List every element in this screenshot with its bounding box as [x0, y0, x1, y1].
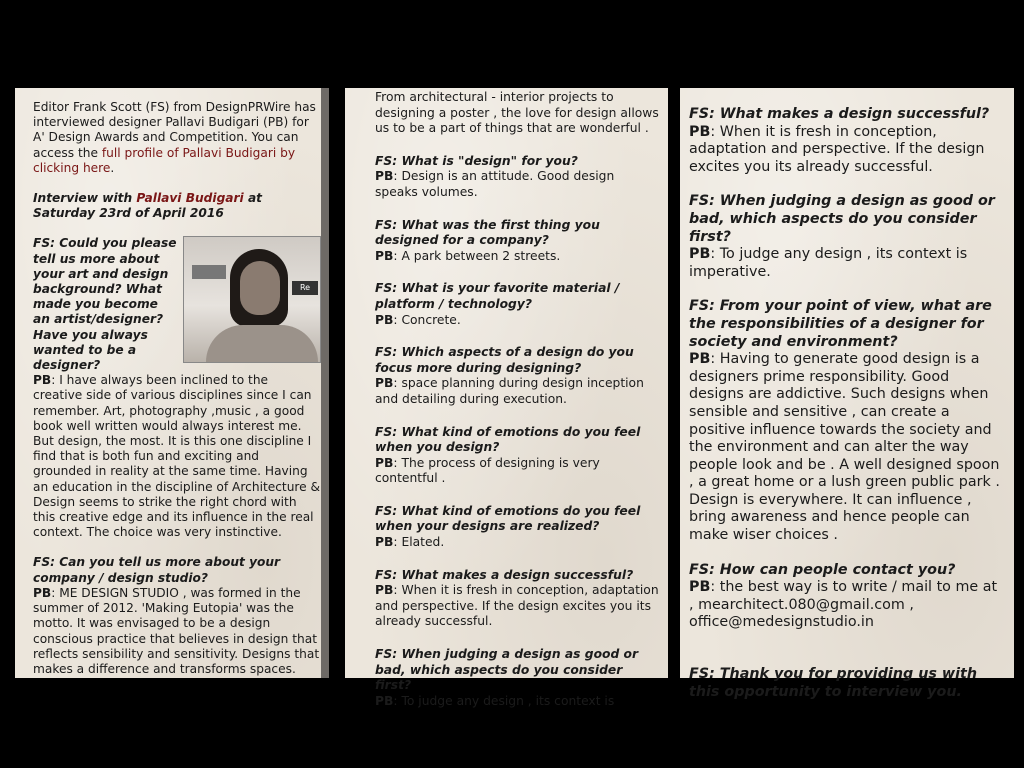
question: FS: From your point of view, what are the responsibilities of a designer for society and environment? [689, 298, 992, 350]
answer-label: PB [33, 585, 52, 600]
answer-label: PB [689, 246, 711, 263]
answer-label: PB [375, 248, 394, 263]
question: FS: What makes a design successful? [375, 567, 634, 582]
answer-label: PB [689, 351, 711, 368]
interview-prefix: Interview with [33, 191, 137, 206]
question: FS: When judging a design as good or bad, which aspects do you consider first? [689, 193, 995, 245]
intro-text: Editor Frank Scott (FS) from DesignPRWire has interviewed designer Pallavi Budigari (PB) for A' Design Awards and Competition. You can access the [33, 100, 316, 160]
answer-text: : Having to generate good design is a designers prime responsibility. Good designs are addictive. Such designs when sensible and sensitive , can create a positive influence towards the society and the environment and can alter the way people look and be . A well designed spoon , a great home or a lush green public park . Design is everywhere. It can influence , bring awareness and hence people can make wiser choices . [689, 351, 1000, 544]
question: FS: What was the first thing you designed for a company? [375, 217, 600, 248]
question: FS: What kind of emotions do you feel when you design? [375, 424, 641, 455]
interview-date-line [33, 191, 321, 221]
profile-link[interactable]: full profile of Pallavi Budigari by clicking here [33, 145, 296, 175]
answer [375, 456, 660, 487]
answer [375, 313, 660, 329]
interview-panel-middle [345, 88, 668, 708]
question: FS: What makes a design successful? [689, 106, 990, 122]
answer-label: PB [375, 583, 394, 598]
answer-label: PB [375, 535, 394, 550]
answer-text: : When it is fresh in conception, adaptation and perspective. If the design excites you its already successful. [375, 583, 659, 629]
answer-label: PB [375, 455, 394, 470]
answer-text: : Design is an attitude. Good design speaks volumes. [375, 169, 615, 199]
answer-label: PB [375, 169, 394, 184]
question: FS: What kind of emotions do you feel when your designs are realized? [375, 503, 641, 534]
answer [689, 246, 1004, 281]
answer [375, 694, 660, 710]
closing-remark: FS: Thank you for providing us with this opportunity to interview you. [689, 666, 978, 700]
designer-photo [183, 236, 321, 363]
answer-label: PB [33, 373, 52, 388]
answer-text: : I have always been inclined to the creative side of various disciplines since I can remember. Art, photography ,music , a good book well written would always interest me. But design, the most. It is this one discipline I find that is both fun and exciting and grounded in reality at the same time. Having an education in the discipline of Architecture & Design seems to strike the right chord with this creative edge and its influence in the real context. The choice was very instinctive. [33, 373, 321, 540]
answer-2 [33, 586, 321, 677]
answer-text: : To judge any design , its context is [393, 693, 615, 708]
question-1: FS: Could you please tell us more about your art and design background? What made you become an artist/designer? Have you always wanted to be a designer? [33, 236, 177, 373]
answer-label: PB [375, 693, 394, 708]
interview-panel-left [15, 88, 329, 678]
question: FS: What is your favorite material / platform / technology? [375, 281, 620, 311]
designer-name: Pallavi Budigari [136, 191, 244, 206]
answer-text: : The process of designing is very contentful . [375, 455, 600, 486]
answer-label: PB [689, 579, 711, 596]
answer-label: PB [689, 123, 711, 140]
answer-text: : the best way is to write / mail to me at , mearchitect.080@gmail.com , office@medesignstudio.in [689, 579, 998, 631]
answer-text: : space planning during design inception and detailing during execution. [375, 376, 644, 406]
answer [375, 169, 660, 200]
interview-date: at Saturday 23rd of April 2016 [33, 191, 263, 221]
answer-text: : When it is fresh in conception, adaptation and perspective. If the design excites you its already successful. [689, 123, 985, 175]
question: FS: What is "design" for you? [375, 153, 578, 168]
answer [375, 583, 660, 630]
answer [689, 351, 1004, 545]
answer-text: : A park between 2 streets. [393, 248, 561, 263]
answer [689, 579, 1004, 632]
answer [689, 124, 1004, 177]
answer [375, 249, 660, 265]
answer [375, 376, 660, 407]
lead-paragraph: From architectural - interior projects to designing a poster , the love for design allows us to be a part of things that are wonderful . [375, 90, 659, 136]
intro-end: . [110, 160, 115, 175]
intro-paragraph [33, 100, 321, 176]
answer-text: : ME DESIGN STUDIO , was formed in the summer of 2012. 'Making Eutopia' was the motto. It was envisaged to be a design conscious practice that believes in design that reflects sensibility and sensitivity. Designs that makes a difference and transforms spaces. [33, 585, 320, 676]
question: FS: How can people contact you? [689, 561, 956, 578]
answer-text: : Concrete. [393, 312, 461, 327]
answer-label: PB [375, 312, 394, 327]
question: FS: Which aspects of a design do you focus more during designing? [375, 345, 634, 375]
photo-sign: Re [292, 281, 318, 295]
answer-text: : Elated. [393, 535, 445, 550]
question: FS: When judging a design as good or bad, which aspects do you consider first? [375, 647, 639, 693]
answer-label: PB [375, 376, 394, 391]
answer-1 [33, 373, 321, 540]
interview-panel-right [680, 88, 1014, 700]
answer-text: : To judge any design , its context is imperative. [689, 246, 968, 280]
question-2: FS: Can you tell us more about your company / design studio? [33, 555, 281, 585]
answer [375, 535, 660, 551]
